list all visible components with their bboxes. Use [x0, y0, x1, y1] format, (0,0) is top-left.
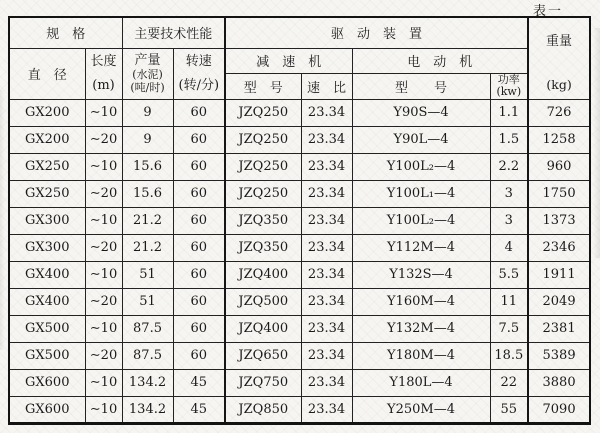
cell-speed: 45: [173, 369, 225, 396]
cell-weight: 7090: [528, 396, 590, 423]
header-row-2: [9, 48, 590, 73]
cell-diameter: GX500: [9, 342, 85, 369]
cell-power: 1.5: [490, 126, 528, 153]
cell-speed: 60: [173, 315, 225, 342]
cell-weight: 1258: [528, 126, 590, 153]
cell-speed: 60: [173, 207, 225, 234]
cell-output: 9: [122, 99, 173, 126]
cell-speed: 60: [173, 126, 225, 153]
cell-motor-model: Y132S—4: [352, 261, 490, 288]
cell-ratio: 23.34: [301, 369, 352, 396]
header-reducer-model: 型 号: [225, 73, 301, 99]
cell-ratio: 23.34: [301, 126, 352, 153]
cell-motor-model: Y180M—4: [352, 342, 490, 369]
cell-weight: 1750: [528, 180, 590, 207]
cell-length: ∼20: [85, 342, 122, 369]
table-row: [9, 288, 590, 315]
header-speed-unit: (转/分): [178, 78, 220, 93]
cell-ratio: 23.34: [301, 288, 352, 315]
cell-length: ∼20: [85, 126, 122, 153]
cell-weight: 5389: [528, 342, 590, 369]
cell-ratio: 23.34: [301, 396, 352, 423]
table-row: [9, 261, 590, 288]
cell-output: 21.2: [122, 234, 173, 261]
header-output-label: 产量: [134, 53, 161, 68]
header-length: [85, 48, 122, 99]
cell-diameter: GX600: [9, 396, 85, 423]
header-diameter: 直 径: [9, 48, 85, 99]
cell-length: ∼20: [85, 288, 122, 315]
cell-weight: 726: [528, 99, 590, 126]
table-row: [9, 396, 590, 423]
cell-output: 87.5: [122, 342, 173, 369]
table-row: [9, 315, 590, 342]
header-power-label: 功率: [497, 73, 520, 86]
cell-output: 51: [122, 288, 173, 315]
cell-power: 4: [490, 234, 528, 261]
header-weight-label: 重量: [546, 34, 573, 50]
header-speed: [173, 48, 225, 99]
cell-motor-model: Y132M—4: [352, 315, 490, 342]
cell-power: 22: [490, 369, 528, 396]
spec-table: [8, 16, 591, 425]
table-caption: 表一: [532, 4, 563, 19]
cell-length: ∼20: [85, 234, 122, 261]
cell-output: 21.2: [122, 207, 173, 234]
cell-reducer-model: JZQ250: [225, 180, 301, 207]
cell-weight: 3880: [528, 369, 590, 396]
cell-ratio: 23.34: [301, 180, 352, 207]
cell-speed: 45: [173, 396, 225, 423]
cell-power: 55: [490, 396, 528, 423]
cell-reducer-model: JZQ400: [225, 315, 301, 342]
table-body: [9, 99, 590, 423]
table-row: [9, 369, 590, 396]
cell-weight: 2346: [528, 234, 590, 261]
header-weight-unit: (kg): [546, 77, 572, 93]
cell-power: 1.1: [490, 99, 528, 126]
cell-weight: 960: [528, 153, 590, 180]
cell-diameter: GX400: [9, 261, 85, 288]
cell-power: 7.5: [490, 315, 528, 342]
cell-reducer-model: JZQ250: [225, 153, 301, 180]
cell-motor-model: Y90L—4: [352, 126, 490, 153]
header-reducer: 减 速 机: [225, 48, 352, 73]
cell-output: 15.6: [122, 153, 173, 180]
cell-ratio: 23.34: [301, 153, 352, 180]
cell-power: 11: [490, 288, 528, 315]
header-drive: 驱 动 装 置: [225, 17, 528, 48]
header-weight: [528, 17, 590, 99]
cell-motor-model: Y160M—4: [352, 288, 490, 315]
cell-reducer-model: JZQ500: [225, 288, 301, 315]
cell-diameter: GX400: [9, 288, 85, 315]
table-row: [9, 126, 590, 153]
cell-reducer-model: JZQ250: [225, 99, 301, 126]
header-length-label: 长度: [90, 54, 117, 69]
cell-motor-model: Y100L₂—4: [352, 153, 490, 180]
cell-speed: 60: [173, 288, 225, 315]
cell-reducer-model: JZQ750: [225, 369, 301, 396]
cell-output: 134.2: [122, 369, 173, 396]
cell-weight: 1373: [528, 207, 590, 234]
cell-diameter: GX600: [9, 369, 85, 396]
cell-motor-model: Y112M—4: [352, 234, 490, 261]
header-motor: 电 动 机: [352, 48, 528, 73]
cell-ratio: 23.34: [301, 207, 352, 234]
cell-speed: 60: [173, 99, 225, 126]
header-performance: 主要技术性能: [122, 17, 225, 48]
cell-ratio: 23.34: [301, 315, 352, 342]
cell-reducer-model: JZQ350: [225, 234, 301, 261]
cell-speed: 60: [173, 234, 225, 261]
cell-motor-model: Y180L—4: [352, 369, 490, 396]
table-row: [9, 342, 590, 369]
cell-reducer-model: JZQ250: [225, 126, 301, 153]
cell-diameter: GX200: [9, 99, 85, 126]
header-power-unit: (kw): [496, 85, 522, 98]
cell-diameter: GX300: [9, 207, 85, 234]
cell-speed: 60: [173, 153, 225, 180]
scan-artifact: [0, 90, 5, 350]
cell-length: ∼10: [85, 153, 122, 180]
header-power: [490, 73, 528, 99]
cell-motor-model: Y90S—4: [352, 99, 490, 126]
cell-reducer-model: JZQ350: [225, 207, 301, 234]
cell-power: 3: [490, 207, 528, 234]
header-length-unit: (m): [92, 78, 115, 93]
cell-weight: 1911: [528, 261, 590, 288]
cell-ratio: 23.34: [301, 99, 352, 126]
cell-diameter: GX200: [9, 126, 85, 153]
cell-length: ∼10: [85, 261, 122, 288]
cell-speed: 60: [173, 261, 225, 288]
cell-length: ∼10: [85, 369, 122, 396]
table-row: [9, 153, 590, 180]
header-row-1: [9, 17, 590, 48]
cell-motor-model: Y100L₂—4: [352, 207, 490, 234]
cell-speed: 60: [173, 180, 225, 207]
cell-output: 15.6: [122, 180, 173, 207]
header-speed-label: 转速: [185, 54, 212, 69]
cell-output: 9: [122, 126, 173, 153]
scan-artifact: [593, 28, 600, 258]
cell-power: 18.5: [490, 342, 528, 369]
header-ratio: 速 比: [301, 73, 352, 99]
cell-ratio: 23.34: [301, 342, 352, 369]
cell-reducer-model: JZQ400: [225, 261, 301, 288]
cell-ratio: 23.34: [301, 234, 352, 261]
cell-weight: 2049: [528, 288, 590, 315]
cell-length: ∼10: [85, 315, 122, 342]
header-motor-model: 型 号: [352, 73, 490, 99]
cell-diameter: GX250: [9, 153, 85, 180]
cell-weight: 2381: [528, 315, 590, 342]
table-row: [9, 234, 590, 261]
cell-length: ∼20: [85, 180, 122, 207]
header-output-material: (水泥): [132, 68, 163, 81]
cell-length: ∼10: [85, 396, 122, 423]
cell-ratio: 23.34: [301, 261, 352, 288]
cell-motor-model: Y250M—4: [352, 396, 490, 423]
cell-diameter: GX500: [9, 315, 85, 342]
table-row: [9, 99, 590, 126]
cell-length: ∼10: [85, 207, 122, 234]
table-row: [9, 180, 590, 207]
cell-diameter: GX250: [9, 180, 85, 207]
cell-diameter: GX300: [9, 234, 85, 261]
cell-output: 134.2: [122, 396, 173, 423]
cell-reducer-model: JZQ650: [225, 342, 301, 369]
cell-output: 51: [122, 261, 173, 288]
cell-power: 2.2: [490, 153, 528, 180]
cell-reducer-model: JZQ850: [225, 396, 301, 423]
header-output-unit: (吨/时): [130, 81, 165, 94]
cell-speed: 60: [173, 342, 225, 369]
cell-output: 87.5: [122, 315, 173, 342]
table-row: [9, 207, 590, 234]
cell-length: ∼10: [85, 99, 122, 126]
cell-power: 5.5: [490, 261, 528, 288]
header-output: [122, 48, 173, 99]
cell-power: 3: [490, 180, 528, 207]
cell-motor-model: Y100L₁—4: [352, 180, 490, 207]
header-spec: 规 格: [9, 17, 122, 48]
